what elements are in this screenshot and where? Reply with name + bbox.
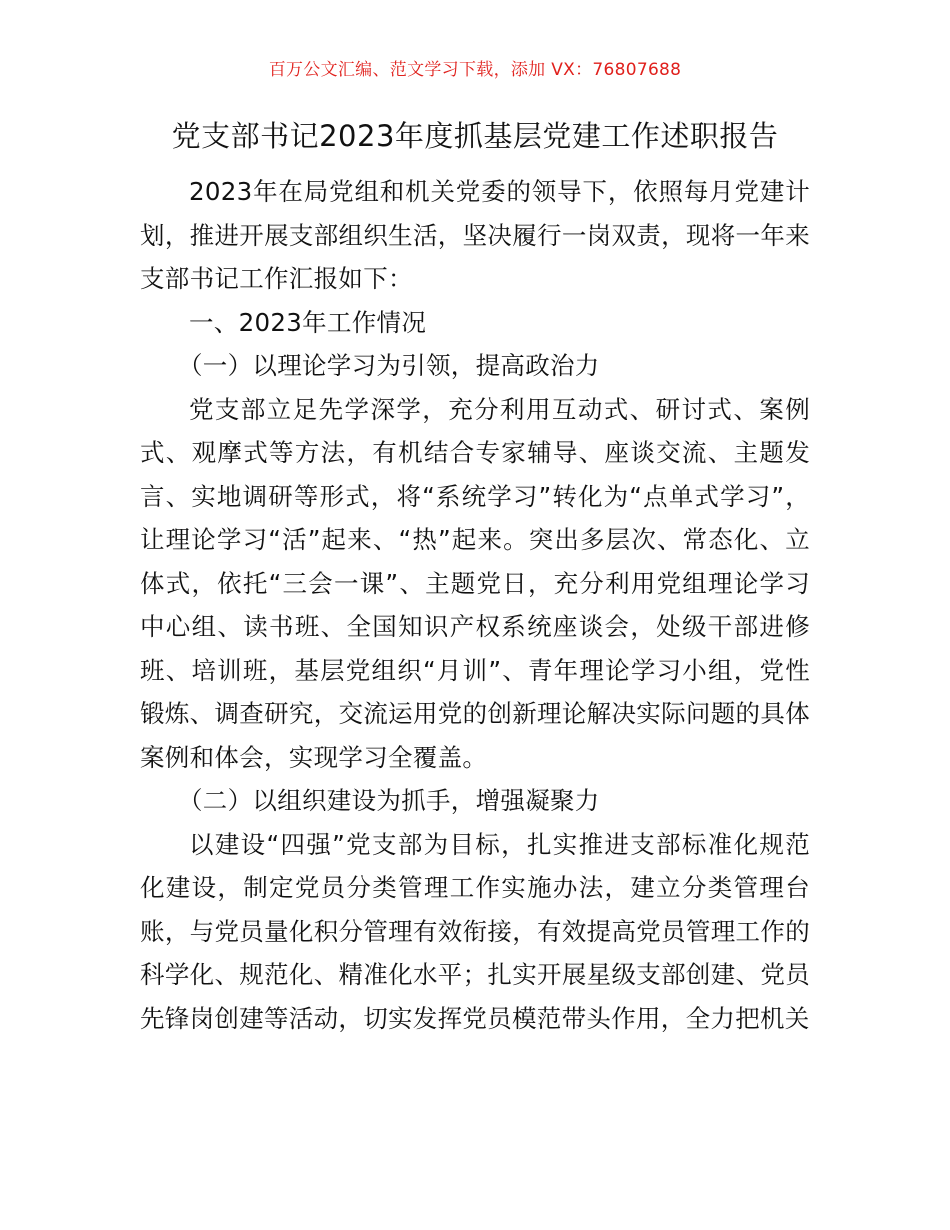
- section-heading-1: 一、2023年工作情况: [189, 307, 427, 337]
- document-title: 党支部书记2023年度抓基层党建工作述职报告: [171, 119, 779, 153]
- document-body: [140, 170, 810, 1040]
- subsection-heading-2: （二）以组织建设为抓手，增强凝聚力: [178, 786, 600, 815]
- subsection-paragraph-1: 党支部立足先学深学，充分利用互动式、研讨式、案例式、观摩式等方法，有机结合专家辅导、座谈交流、主题发言、实地调研等形式，将“系统学习”转化为“点单式学习”，让理论学习“活”起来、“热”起来。突出多层次、常态化、立体式，依托“三会一课”、主题党日，充分利用党组理论学习中心组、读书班、全国知识产权系统座谈会，处级干部进修班、培训班，基层党组织“月训”、青年理论学习小组，党性锻炼、调查研究，交流运用党的创新理论解决实际问题的具体案例和体会，实现学习全覆盖。: [140, 394, 810, 772]
- intro-paragraph: 2023年在局党组和机关党委的领导下，依照每月党建计划，推进开展支部组织生活，坚决履行一岗双责，现将一年来支部书记工作汇报如下：: [140, 177, 810, 293]
- subsection-heading-1: （一）以理论学习为引领，提高政治力: [178, 351, 600, 380]
- watermark-header: 百万公文汇编、范文学习下载，添加 VX：76807688: [268, 60, 682, 80]
- subsection-paragraph-2: 以建设“四强”党支部为目标，扎实推进支部标准化规范化建设，制定党员分类管理工作实施办法，建立分类管理台账，与党员量化积分管理有效衔接，有效提高党员管理工作的科学化、规范化、精准化水平；扎实开展星级支部创建、党员先锋岗创建等活动，切实发挥党员模范带头作用，全力把机关: [140, 829, 810, 1033]
